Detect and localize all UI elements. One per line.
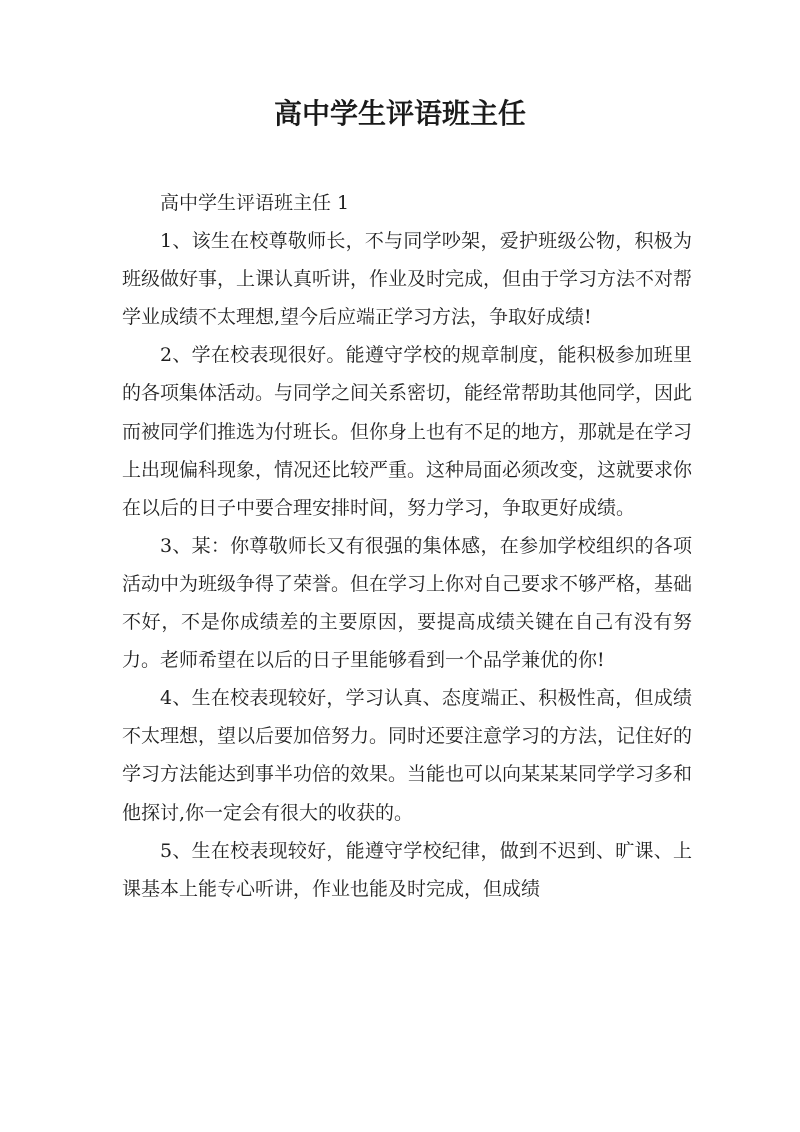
paragraph-5: 5、生在校表现较好，能遵守学校纪律，做到不迟到、旷课、上课基本上能专心听讲，作业也能及时完成，但成绩: [122, 839, 692, 900]
paragraph-2: 2、学在校表现很好。能遵守学校的规章制度，能积极参加班里的各项集体活动。与同学之间关系密切，能经常帮助其他同学，因此而被同学们推选为付班长。但你身上也有不足的地方，那就是在学习上出现偏科现象，情况还比较严重。这种局面必须改变，这就要求你在以后的日子中要合理安排时间，努力学习，争取更好成绩。: [122, 344, 693, 519]
document-body: [122, 184, 692, 908]
paragraph-1: 1、该生在校尊敬师长，不与同学吵架，爱护班级公物，积极为班级做好事，上课认真听讲，作业及时完成，但由于学习方法不对帮学业成绩不太理想,望今后应端正学习方法，争取好成绩!: [122, 230, 693, 329]
paragraph-4: 4、生在校表现较好，学习认真、态度端正、积极性高，但成绩不太理想，望以后要加倍努力。同时还要注意学习的方法，记住好的学习方法能达到事半功倍的效果。当能也可以向某某某同学学习多和他探讨,你一定会有很大的收获的。: [122, 687, 693, 824]
paragraph-3: 3、某：你尊敬师长又有很强的集体感，在参加学校组织的各项活动中为班级争得了荣誉。但在学习上你对自己要求不够严格，基础不好，不是你成绩差的主要原因，要提高成绩关键在自己有没有努力。老师希望在以后的日子里能够看到一个品学兼优的你!: [122, 534, 693, 672]
document-title: 高中学生评语班主任: [273, 97, 526, 130]
section-subtitle: 高中学生评语班主任 1: [160, 192, 350, 214]
